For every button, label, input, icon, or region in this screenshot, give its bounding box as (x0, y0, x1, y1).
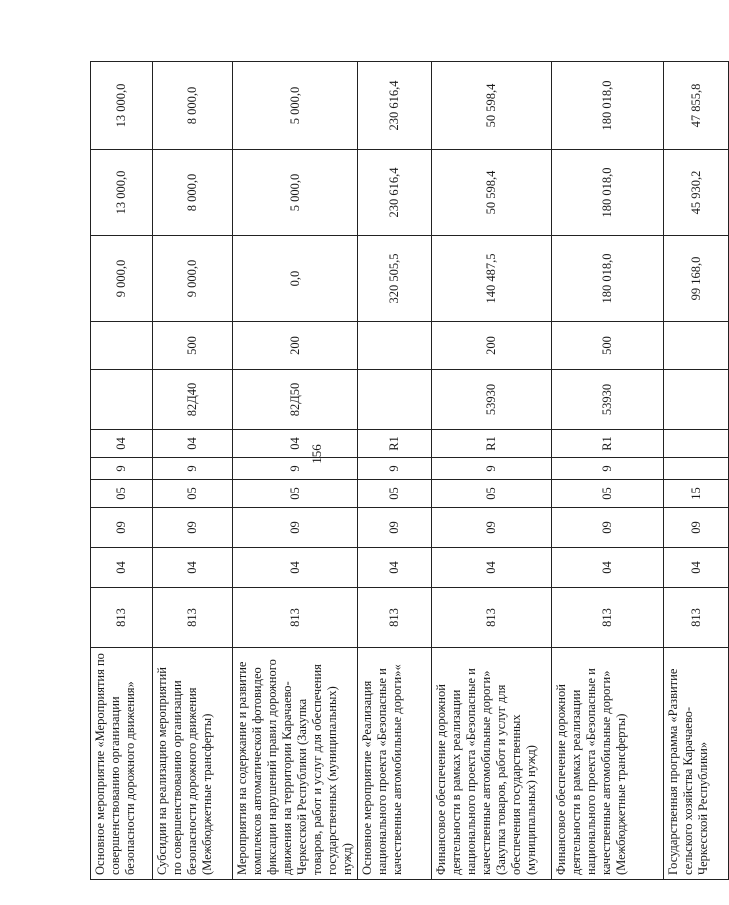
target-code-subprogram (664, 458, 729, 480)
target-code-direction: 82Д50 (233, 370, 358, 430)
table-row (432, 62, 552, 880)
target-code-event (664, 430, 729, 458)
section-code: 04 (552, 548, 664, 588)
grbs-code: 813 (664, 588, 729, 648)
expense-type-code: 500 (153, 322, 233, 370)
amount-year-2: 8 000,0 (153, 150, 233, 236)
table-row (552, 62, 664, 880)
target-code-program: 05 (358, 480, 432, 508)
target-code-program: 05 (153, 480, 233, 508)
amount-year-2: 45 930,2 (664, 150, 729, 236)
subsection-code: 09 (233, 508, 358, 548)
table-row (233, 62, 358, 880)
amount-year-3: 13 000,0 (91, 62, 153, 150)
subsection-code: 09 (664, 508, 729, 548)
target-code-direction (358, 370, 432, 430)
row-name: Основное мероприятие «Реализация национального проекта «Безопасные и качественные автомобильные дороги»« (358, 648, 432, 880)
target-code-subprogram: 9 (153, 458, 233, 480)
table-row (664, 62, 729, 880)
row-name: Финансовое обеспечение дорожной деятельности в рамках реализации национального проекта «Безопасные и качественные автомобильные дороги» (Межбюджетные трансферты) (552, 648, 664, 880)
section-code: 04 (233, 548, 358, 588)
table-row (358, 62, 432, 880)
budget-table-body (91, 62, 729, 880)
target-code-event: 04 (153, 430, 233, 458)
expense-type-code: 200 (432, 322, 552, 370)
target-code-program: 05 (552, 480, 664, 508)
grbs-code: 813 (432, 588, 552, 648)
amount-year-2: 50 598,4 (432, 150, 552, 236)
grbs-code: 813 (153, 588, 233, 648)
target-code-program: 15 (664, 480, 729, 508)
expense-type-code (664, 322, 729, 370)
target-code-event: R1 (552, 430, 664, 458)
table-row (91, 62, 153, 880)
amount-year-3: 47 855,8 (664, 62, 729, 150)
row-name: Мероприятия на содержание и развитие комплексов автоматической фотовидео фиксации нарушений правил дорожного движения на территории Карачаево-Черкесской Республики (Закупка товаров, работ и услуг для обеспечения государственных (муниципальных) нужд) (233, 648, 358, 880)
target-code-subprogram: 9 (432, 458, 552, 480)
section-code: 04 (358, 548, 432, 588)
amount-year-3: 8 000,0 (153, 62, 233, 150)
amount-year-3: 230 616,4 (358, 62, 432, 150)
subsection-code: 09 (552, 508, 664, 548)
target-code-program: 05 (91, 480, 153, 508)
grbs-code: 813 (233, 588, 358, 648)
row-name: Государственная программа «Развитие сельского хозяйства Карачаево-Черкесской Республики» (664, 648, 729, 880)
amount-year-2: 13 000,0 (91, 150, 153, 236)
target-code-event: R1 (432, 430, 552, 458)
amount-year-3: 50 598,4 (432, 62, 552, 150)
amount-year-1: 99 168,0 (664, 236, 729, 322)
section-code: 04 (153, 548, 233, 588)
subsection-code: 09 (91, 508, 153, 548)
subsection-code: 09 (153, 508, 233, 548)
expense-type-code: 200 (233, 322, 358, 370)
section-code: 04 (432, 548, 552, 588)
table-row (153, 62, 233, 880)
target-code-direction: 82Д40 (153, 370, 233, 430)
amount-year-2: 230 616,4 (358, 150, 432, 236)
target-code-subprogram: 9 (91, 458, 153, 480)
grbs-code: 813 (552, 588, 664, 648)
amount-year-2: 180 018,0 (552, 150, 664, 236)
target-code-subprogram: 9 (358, 458, 432, 480)
amount-year-2: 5 000,0 (233, 150, 358, 236)
subsection-code: 09 (432, 508, 552, 548)
budget-table-wrapper (90, 62, 710, 880)
target-code-direction: 53930 (552, 370, 664, 430)
amount-year-3: 180 018,0 (552, 62, 664, 150)
expense-type-code: 500 (552, 322, 664, 370)
subsection-code: 09 (358, 508, 432, 548)
target-code-event: 04 (233, 430, 358, 458)
amount-year-1: 0,0 (233, 236, 358, 322)
target-code-direction (664, 370, 729, 430)
target-code-direction: 53930 (432, 370, 552, 430)
amount-year-1: 320 505,5 (358, 236, 432, 322)
expense-type-code (358, 322, 432, 370)
target-code-event: R1 (358, 430, 432, 458)
amount-year-3: 5 000,0 (233, 62, 358, 150)
amount-year-1: 140 487,5 (432, 236, 552, 322)
target-code-subprogram: 9 (552, 458, 664, 480)
grbs-code: 813 (91, 588, 153, 648)
section-code: 04 (91, 548, 153, 588)
target-code-subprogram: 9 (233, 458, 358, 480)
target-code-event: 04 (91, 430, 153, 458)
target-code-program: 05 (432, 480, 552, 508)
expense-type-code (91, 322, 153, 370)
target-code-direction (91, 370, 153, 430)
amount-year-1: 9 000,0 (153, 236, 233, 322)
page-number: 156 (309, 444, 324, 464)
grbs-code: 813 (358, 588, 432, 648)
budget-table (90, 61, 729, 880)
amount-year-1: 9 000,0 (91, 236, 153, 322)
row-name: Субсидии на реализацию мероприятий по совершенствованию организации безопасности дорожного движения (Межбюджетные трансферты) (153, 648, 233, 880)
amount-year-1: 180 018,0 (552, 236, 664, 322)
section-code: 04 (664, 548, 729, 588)
target-code-program: 05 (233, 480, 358, 508)
row-name: Финансовое обеспечение дорожной деятельности в рамках реализации национального проекта «Безопасные и качественные автомобильные дороги» (Закупка товаров, работ и услуг для обеспечения государственных (муниципальных) нужд) (432, 648, 552, 880)
row-name: Основное мероприятие «Мероприятия по совершенствованию организации безопасности дорожного движения» (91, 648, 153, 880)
